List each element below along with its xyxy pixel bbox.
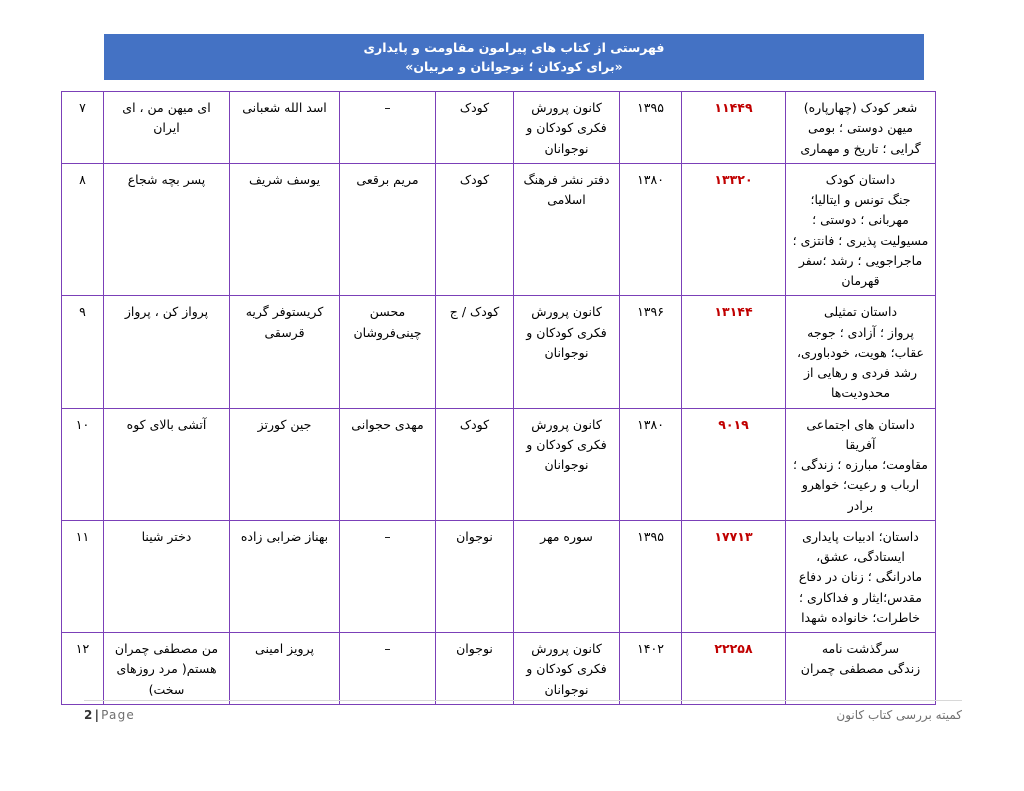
table-row bbox=[62, 408, 936, 520]
page-footer bbox=[62, 700, 962, 740]
table-row bbox=[62, 163, 936, 296]
cell-year: ۱۴۰۲ bbox=[620, 633, 682, 705]
subject-tags: جنگ تونس و ایتالیا؛ مهربانی ؛ دوستی ؛ مسیولیت پذیری ؛ فانتزی ؛ ماجراجویی ؛ رشد ؛سفر قهرمان bbox=[792, 192, 929, 288]
cell-year: ۱۳۸۰ bbox=[620, 163, 682, 296]
cell-author: بهناز ضرابی زاده bbox=[230, 520, 340, 632]
table-row bbox=[62, 296, 936, 408]
subject-tags: میهن دوستی ؛ بومی گرایی ؛ تاریخ و مهماری bbox=[800, 120, 921, 156]
cell-subject bbox=[786, 92, 936, 164]
cell-translator: – bbox=[340, 633, 436, 705]
cell-code: ۱۳۳۲۰ bbox=[682, 163, 786, 296]
cell-index: ۱۰ bbox=[62, 408, 104, 520]
cell-author: یوسف شریف bbox=[230, 163, 340, 296]
banner-title-line-1: فهرستی از کتاب های پیرامون مقاومت و پایداری bbox=[363, 39, 665, 55]
cell-translator: مریم برقعی bbox=[340, 163, 436, 296]
footer-page-word: Page bbox=[101, 708, 136, 722]
table-row bbox=[62, 520, 936, 632]
cell-translator: – bbox=[340, 92, 436, 164]
book-list-table bbox=[61, 91, 936, 705]
book-list-table-container bbox=[62, 91, 936, 705]
banner-title-line-2: «برای کودکان ؛ نوجوانان و مربیان» bbox=[405, 59, 623, 74]
cell-year: ۱۳۹۵ bbox=[620, 92, 682, 164]
cell-audience: کودک bbox=[436, 92, 514, 164]
cell-title: پرواز کن ، پرواز bbox=[104, 296, 230, 408]
table-row bbox=[62, 92, 936, 164]
cell-translator: – bbox=[340, 520, 436, 632]
cell-subject bbox=[786, 408, 936, 520]
cell-author: پرویز امینی bbox=[230, 633, 340, 705]
cell-subject bbox=[786, 163, 936, 296]
cell-translator: مهدی حجوانی bbox=[340, 408, 436, 520]
cell-title: من مصطفی چمران هستم( مرد روزهای سخت) bbox=[104, 633, 230, 705]
cell-publisher: کانون پرورش فکری کودکان و نوجوانان bbox=[514, 92, 620, 164]
subject-main: شعر کودک (چهارپاره) bbox=[803, 100, 918, 115]
cell-year: ۱۳۹۵ bbox=[620, 520, 682, 632]
book-list-body bbox=[62, 92, 936, 705]
cell-index: ۱۲ bbox=[62, 633, 104, 705]
footer-page-indicator bbox=[84, 708, 135, 722]
cell-subject bbox=[786, 520, 936, 632]
cell-code: ۱۳۱۴۴ bbox=[682, 296, 786, 408]
footer-separator: | bbox=[94, 708, 101, 722]
cell-index: ۱۱ bbox=[62, 520, 104, 632]
cell-audience: کودک bbox=[436, 408, 514, 520]
cell-code: ۱۷۷۱۳ bbox=[682, 520, 786, 632]
cell-index: ۸ bbox=[62, 163, 104, 296]
cell-audience: کودک bbox=[436, 163, 514, 296]
footer-committee-text: کمیته بررسی کتاب کانون bbox=[836, 708, 962, 722]
cell-audience: نوجوان bbox=[436, 520, 514, 632]
cell-publisher: دفتر نشر فرهنگ اسلامی bbox=[514, 163, 620, 296]
cell-title: دختر شینا bbox=[104, 520, 230, 632]
cell-publisher: سوره مهر bbox=[514, 520, 620, 632]
cell-title: ای میهن من ، ای ایران bbox=[104, 92, 230, 164]
cell-code: ۲۲۲۵۸ bbox=[682, 633, 786, 705]
subject-main: داستان؛ ادبیات پایداری bbox=[802, 528, 919, 544]
subject-main: سرگذشت نامه bbox=[821, 641, 900, 656]
subject-tags: زندگی مصطفی چمران bbox=[800, 661, 921, 677]
cell-audience: نوجوان bbox=[436, 633, 514, 705]
document-title-banner bbox=[104, 34, 924, 80]
cell-subject bbox=[786, 633, 936, 705]
subject-tags: پرواز ؛ آزادی ؛ جوجه عقاب؛ هویت، خودباوری، رشد فردی و رهایی از محدودیت‌ها bbox=[796, 324, 925, 401]
cell-index: ۷ bbox=[62, 92, 104, 164]
table-row bbox=[62, 633, 936, 705]
cell-translator: محسن چینی‌فروشان bbox=[340, 296, 436, 408]
cell-publisher: کانون پرورش فکری کودکان و نوجوانان bbox=[514, 296, 620, 408]
subject-main: داستان تمثیلی bbox=[823, 304, 898, 320]
cell-subject bbox=[786, 296, 936, 408]
cell-publisher: کانون پرورش فکری کودکان و نوجوانان bbox=[514, 633, 620, 705]
cell-title: پسر بچه شجاع bbox=[104, 163, 230, 296]
cell-audience: کودک / ج bbox=[436, 296, 514, 408]
cell-publisher: کانون پرورش فکری کودکان و نوجوانان bbox=[514, 408, 620, 520]
cell-code: ۹۰۱۹ bbox=[682, 408, 786, 520]
subject-main: داستان کودک bbox=[825, 171, 896, 187]
footer-page-number: 2 bbox=[84, 708, 94, 722]
cell-index: ۹ bbox=[62, 296, 104, 408]
cell-author: جین کورتز bbox=[230, 408, 340, 520]
cell-code: ۱۱۴۴۹ bbox=[682, 92, 786, 164]
subject-main: داستان های اجتماعی آفریقا bbox=[806, 416, 915, 452]
subject-tags: ایستادگی، عشق، مادرانگی ؛ زنان در دفاع مقدس؛ایثار و فداکاری ؛خاطرات؛ خانواده شهدا bbox=[798, 549, 923, 625]
cell-author: کریستوفر گریه قرسقی bbox=[230, 296, 340, 408]
cell-year: ۱۳۹۶ bbox=[620, 296, 682, 408]
cell-author: اسد الله شعبانی bbox=[230, 92, 340, 164]
cell-title: آتشی بالای کوه bbox=[104, 408, 230, 520]
subject-tags: مقاومت؛ مبارزه ؛ زندگی ؛ ارباب و رعیت؛ خواهرو برادر bbox=[793, 457, 928, 513]
cell-year: ۱۳۸۰ bbox=[620, 408, 682, 520]
footer-divider bbox=[84, 700, 962, 701]
